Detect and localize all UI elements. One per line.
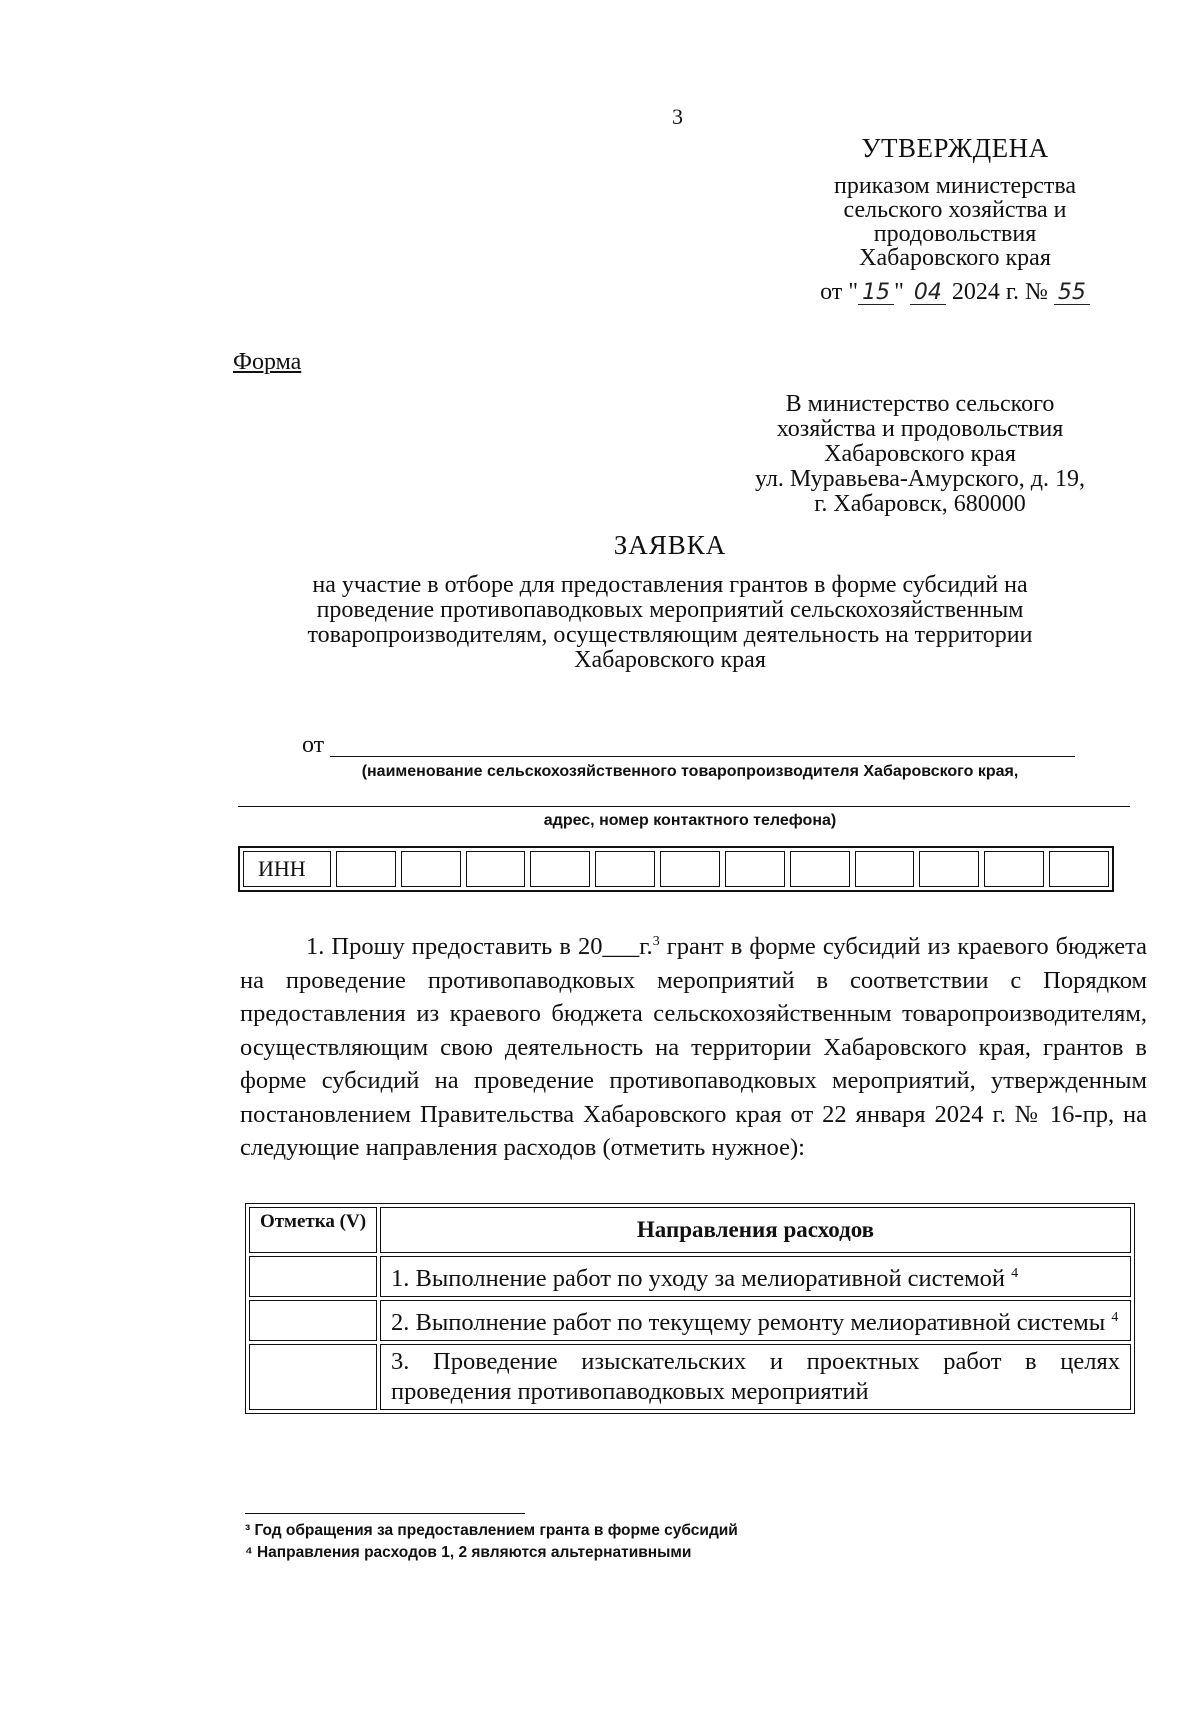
- approval-line: приказом министерства: [833, 173, 1077, 199]
- page-number: 3: [672, 104, 683, 129]
- footnote-ref: 4: [1011, 1266, 1019, 1281]
- applicant-address-field[interactable]: [238, 806, 1130, 807]
- inn-digit-cell[interactable]: [660, 851, 720, 887]
- paragraph-text-start: 1. Прошу предоставить в 20___г.: [306, 933, 653, 961]
- applicant-name-field[interactable]: [330, 756, 1075, 757]
- inn-digit-cell[interactable]: [336, 851, 396, 887]
- footnote: ³ Год обращения за предоставлением гранта в форме субсидий: [245, 1522, 738, 1539]
- addressee-line: г. Хабаровск, 680000: [814, 491, 1026, 517]
- inn-digit-cell[interactable]: [466, 851, 526, 887]
- paragraph-text-rest: грант в форме субсидий из краевого бюджета на проведение противопаводковых мероприятий в соответствии с Порядком предоставления из краевого бюджета сельскохозяйственным товаропроизводителям, осуществляющим свою деятельность на территории Хабаровского края, грантов в форме субсидий на проведение противопаводковых мероприятий, утвержденным постановлением Правительства Хабаровского края от 22 января 2024 г. № 16-пр, на следующие направления расходов (отметить нужное):: [240, 933, 1148, 1162]
- inn-digit-cell[interactable]: [725, 851, 785, 887]
- footnote: ⁴ Направления расходов 1, 2 являются альтернативными: [245, 1544, 692, 1561]
- subtitle-line: проведение противопаводковых мероприятий сельскохозяйственным: [316, 597, 1024, 623]
- inn-digit-cell[interactable]: [984, 851, 1044, 887]
- date-day-handwritten: 15: [858, 282, 894, 305]
- footnotes: [245, 1520, 738, 1564]
- addressee-line: В министерство сельского: [785, 391, 1055, 417]
- approval-line: продовольствия: [873, 221, 1037, 247]
- subtitle-line: на участие в отборе для предоставления грантов в форме субсидий на: [312, 572, 1028, 598]
- date-quote: ": [894, 279, 904, 305]
- direction-text: 2. Выполнение работ по текущему ремонту мелиоративной системы: [391, 1309, 1112, 1337]
- subtitle-line: товаропроизводителям, осуществляющим деятельность на территории: [307, 622, 1033, 648]
- inn-grid: [238, 846, 1114, 892]
- expense-directions-table: [245, 1203, 1135, 1414]
- direction-text: 1. Выполнение работ по уходу за мелиоративной системой: [391, 1265, 1012, 1293]
- inn-digit-cell[interactable]: [530, 851, 590, 887]
- application-heading: [240, 530, 1100, 673]
- mark-checkbox-cell[interactable]: [249, 1344, 377, 1410]
- applicant-name-caption: (наименование сельскохозяйственного товаропроизводителя Хабаровского края,: [361, 763, 1019, 780]
- inn-digit-cell[interactable]: [919, 851, 979, 887]
- inn-digit-cell[interactable]: [401, 851, 461, 887]
- direction-cell: [380, 1300, 1131, 1341]
- directions-column-header: Направления расходов: [380, 1207, 1131, 1253]
- mark-checkbox-cell[interactable]: [249, 1256, 377, 1297]
- date-prefix: от ": [820, 279, 859, 305]
- mark-checkbox-cell[interactable]: [249, 1300, 377, 1341]
- approval-stamp: [760, 133, 1150, 305]
- approval-date-line: [760, 280, 1150, 305]
- form-label: Форма: [233, 349, 302, 375]
- mark-column-header: Отметка (V): [249, 1207, 377, 1253]
- table-header-row: [249, 1207, 1131, 1253]
- request-paragraph: [240, 925, 1147, 1165]
- inn-digit-cell[interactable]: [790, 851, 850, 887]
- order-number-handwritten: 55: [1054, 282, 1090, 305]
- approval-line: Хабаровского края: [859, 245, 1051, 271]
- table-row: [249, 1344, 1131, 1410]
- direction-cell: [380, 1344, 1131, 1410]
- footnote-ref: 3: [652, 934, 660, 949]
- inn-digit-cell[interactable]: [1049, 851, 1109, 887]
- footnote-ref: 4: [1111, 1310, 1119, 1326]
- addressee-line: хозяйства и продовольствия: [776, 416, 1064, 442]
- date-year: 2024 г. №: [951, 279, 1048, 305]
- addressee-line: Хабаровского края: [824, 441, 1016, 467]
- footnote-divider: [245, 1513, 525, 1514]
- addressee-block: [700, 392, 1140, 517]
- inn-digit-cell[interactable]: [855, 851, 915, 887]
- approval-line: сельского хозяйства и: [843, 197, 1067, 223]
- table-row: [249, 1256, 1131, 1297]
- direction-cell: [380, 1256, 1131, 1297]
- inn-digit-cell[interactable]: [595, 851, 655, 887]
- from-label: от: [302, 732, 325, 758]
- approval-title: УТВЕРЖДЕНА: [861, 133, 1049, 163]
- date-month-handwritten: 04: [910, 282, 946, 305]
- applicant-address-caption: адрес, номер контактного телефона): [543, 812, 837, 829]
- addressee-line: ул. Муравьева-Амурского, д. 19,: [755, 466, 1085, 492]
- subtitle-line: Хабаровского края: [574, 647, 766, 673]
- direction-text: 3. Проведение изыскательских и проектных работ в целях проведения противопаводковых мероприятий: [391, 1348, 1120, 1406]
- application-title: ЗАЯВКА: [613, 530, 727, 560]
- inn-label: ИНН: [243, 851, 331, 887]
- table-row: [249, 1300, 1131, 1341]
